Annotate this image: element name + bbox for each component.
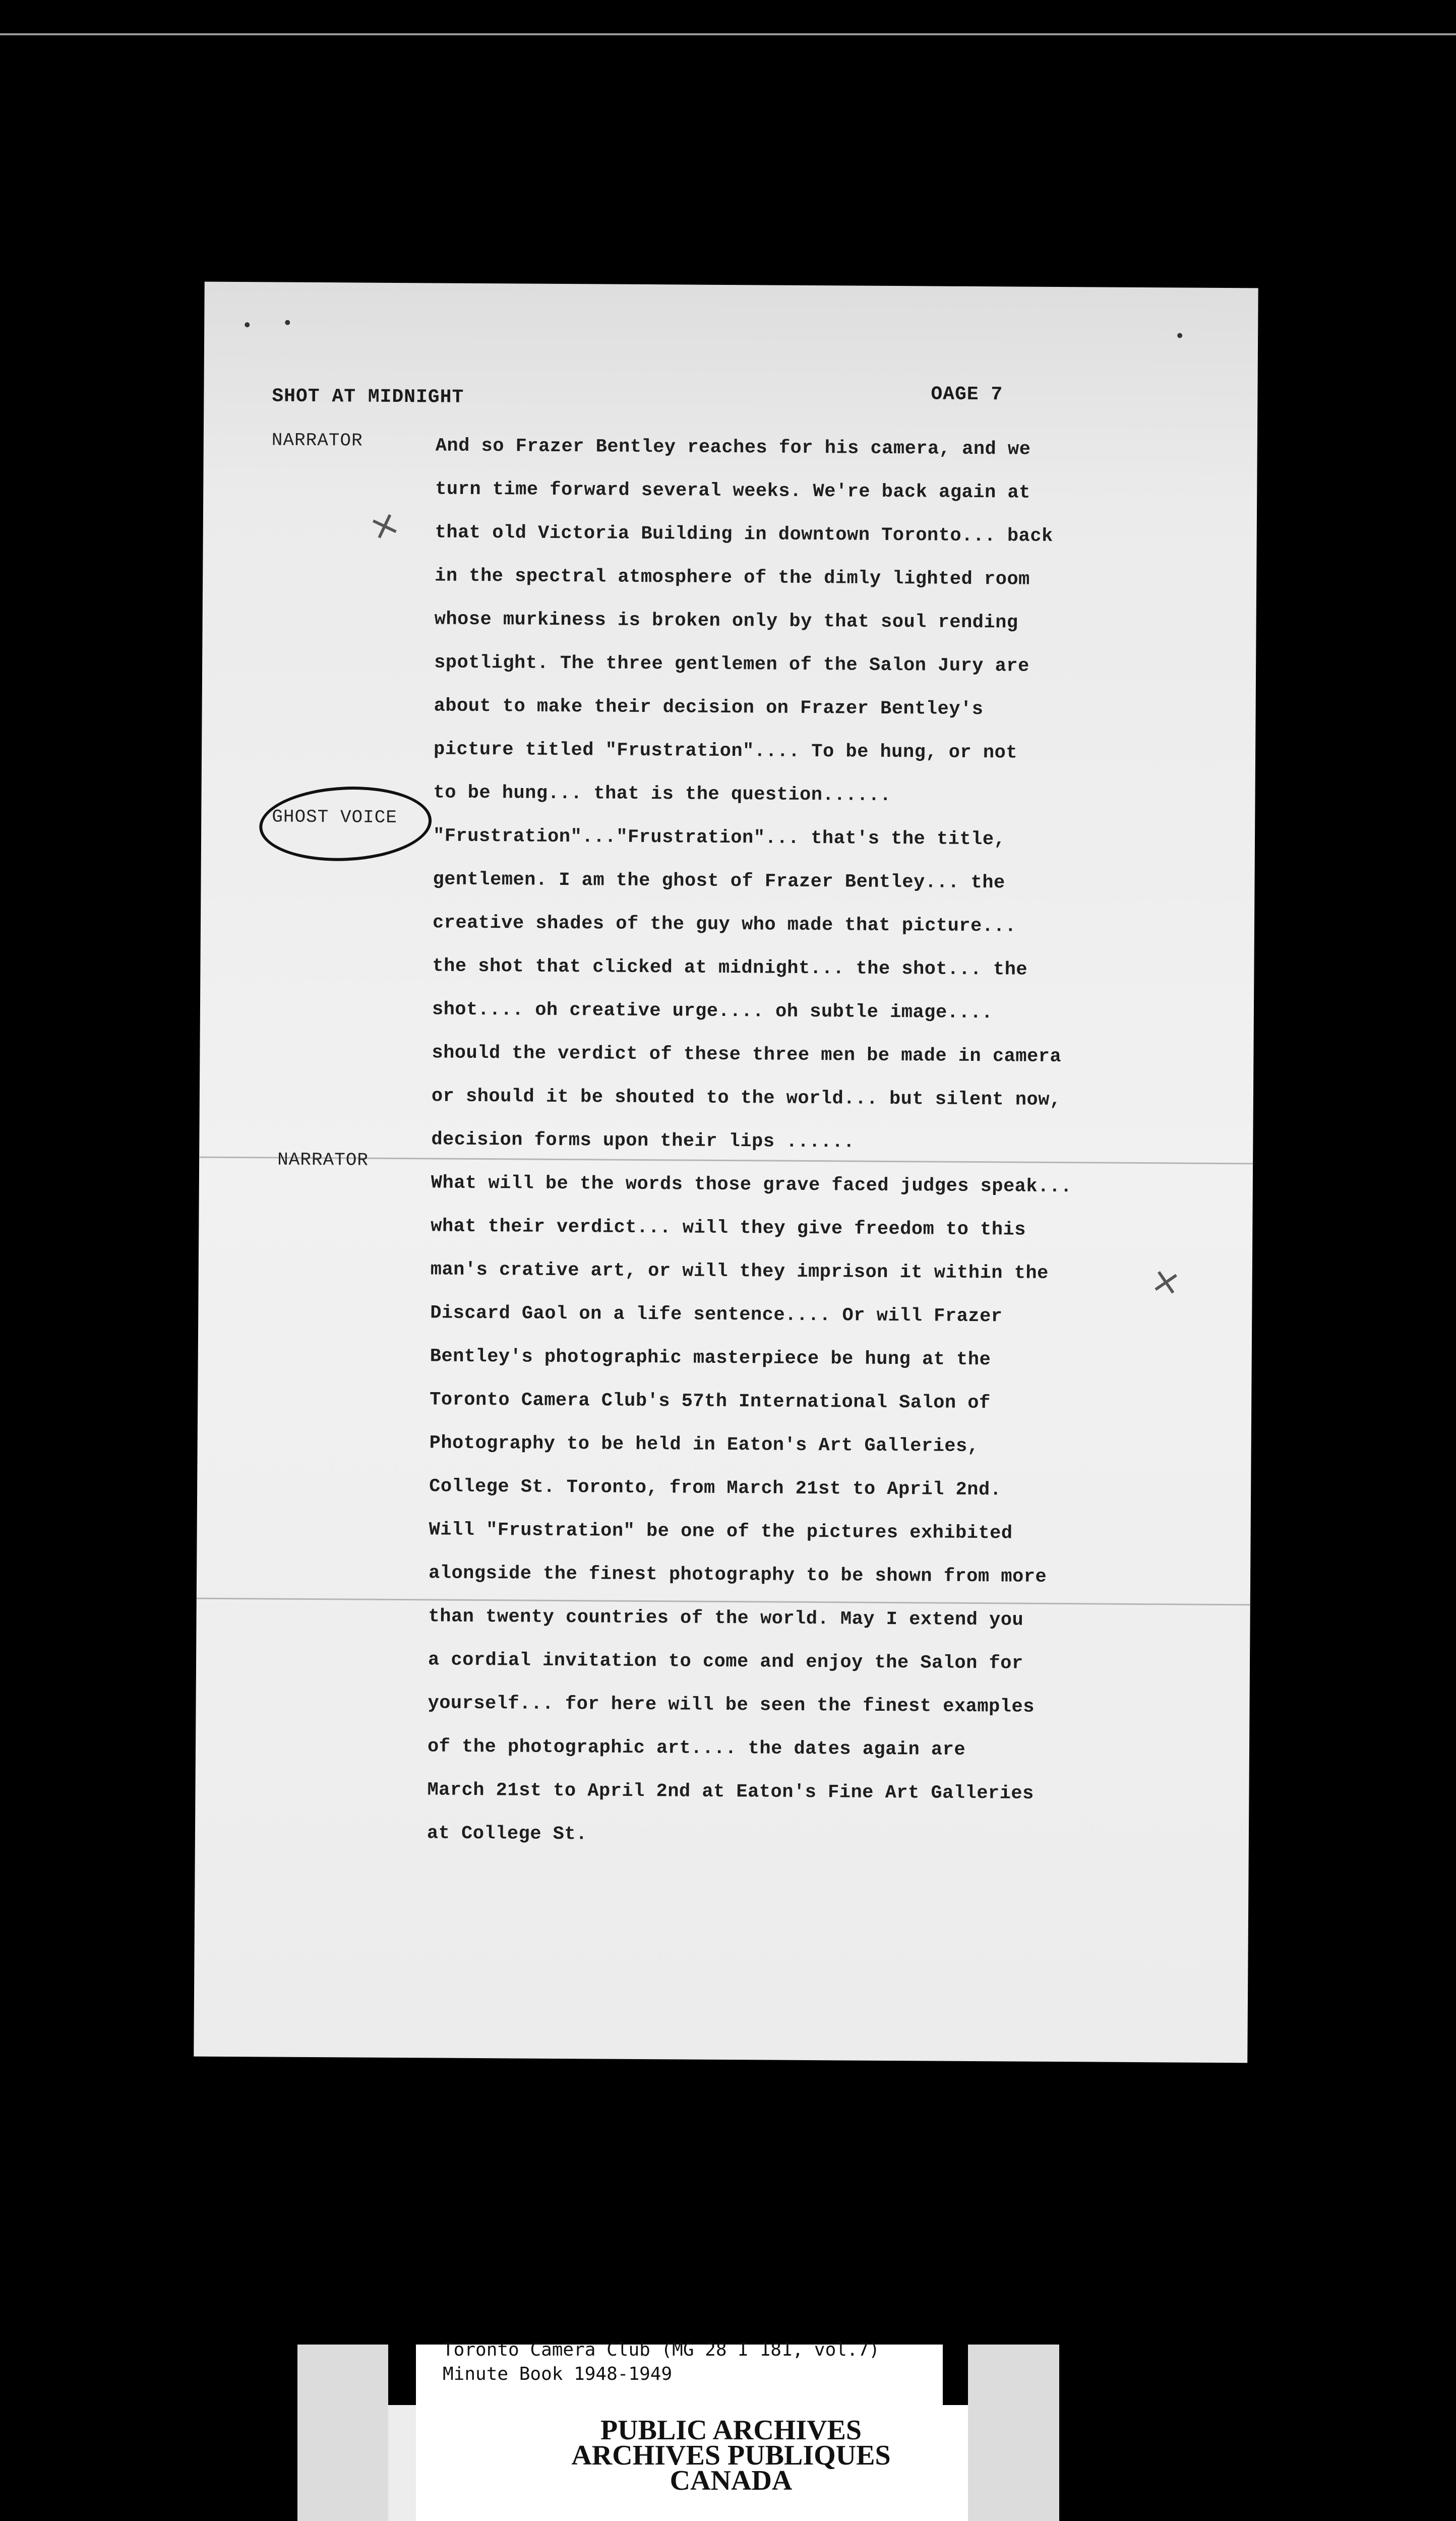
punch-mark	[1177, 333, 1182, 338]
script-line: a cordial invitation to come and enjoy the Salon for	[428, 1649, 1023, 1674]
script-line: yourself... for here will be seen the finest examples	[428, 1693, 1035, 1718]
script-line: in the spectral atmosphere of the dimly lighted room	[435, 565, 1030, 590]
speaker-ghost-voice: GHOST VOICE	[272, 806, 398, 828]
script-line: picture titled "Frustration".... To be hung, or not	[433, 739, 1018, 764]
script-line: Discard Gaol on a life sentence.... Or will Frazer	[430, 1302, 1003, 1328]
script-line: What will be the words those grave faced judges speak...	[431, 1172, 1072, 1198]
label-notch	[388, 2345, 416, 2405]
script-line: to be hung... that is the question......	[433, 782, 891, 806]
script-line: the shot that clicked at midnight... the shot... the	[432, 955, 1028, 981]
script-line: or should it be shouted to the world... but silent now,	[431, 1086, 1061, 1111]
script-line: Toronto Camera Club's 57th International Salon of	[430, 1389, 991, 1414]
speaker-narrator: NARRATOR	[271, 430, 363, 451]
script-line: Bentley's photographic masterpiece be hung at the	[430, 1346, 991, 1371]
script-line: Will "Frustration" be one of the pictures exhibited	[429, 1519, 1013, 1544]
label-notch	[943, 2345, 968, 2405]
script-line: spotlight. The three gentlemen of the Salon Jury are	[434, 652, 1029, 677]
pencil-x-mark: ×	[1147, 1258, 1185, 1304]
script-line: at College St.	[427, 1823, 587, 1845]
script-line: decision forms upon their lips ......	[431, 1129, 855, 1153]
archive-reference: Minute Book 1948-1949	[443, 2364, 673, 2384]
label-tab	[297, 2345, 388, 2521]
archive-reference: Toronto Camera Club (MG 28 I 181, vol.7)	[443, 2339, 880, 2360]
script-body	[427, 424, 1222, 1859]
archive-name: PUBLIC ARCHIVES	[600, 2415, 862, 2446]
pencil-x-mark: ×	[363, 501, 405, 550]
script-line: turn time forward several weeks. We're back again at	[435, 478, 1030, 504]
archive-name: CANADA	[670, 2465, 793, 2496]
script-line: man's crative art, or will they imprison it within the	[430, 1259, 1049, 1284]
script-line: "Frustration"..."Frustration"... that's the title,	[433, 825, 1006, 851]
script-line: shot.... oh creative urge.... oh subtle image....	[432, 999, 993, 1024]
archive-name: ARCHIVES PUBLIQUES	[571, 2440, 891, 2471]
page-number: OAGE 7	[931, 383, 1003, 406]
script-line: whose murkiness is broken only by that soul rending	[434, 609, 1018, 634]
script-line: than twenty countries of the world. May I extend you	[428, 1606, 1024, 1631]
speaker-narrator: NARRATOR	[277, 1149, 369, 1171]
label-tab	[968, 2345, 1059, 2521]
script-line: of the photographic art.... the dates again are	[427, 1736, 966, 1761]
script-title: SHOT AT MIDNIGHT	[272, 385, 464, 408]
script-line: alongside the finest photography to be shown from more	[429, 1563, 1047, 1588]
script-line: should the verdict of these three men be made in camera	[432, 1042, 1062, 1068]
script-line: that old Victoria Building in downtown Toronto... back	[435, 522, 1053, 547]
script-line: what their verdict... will they give freedom to this	[431, 1216, 1026, 1241]
script-line: Photography to be held in Eaton's Art Galleries,	[429, 1432, 979, 1458]
punch-mark	[245, 322, 250, 327]
punch-mark	[285, 320, 290, 325]
script-line: And so Frazer Bentley reaches for his camera, and we	[435, 435, 1031, 460]
script-line: creative shades of the guy who made that picture...	[432, 912, 1017, 937]
script-line: March 21st to April 2nd at Eaton's Fine Art Galleries	[427, 1779, 1034, 1805]
script-line: about to make their decision on Frazer Bentley's	[434, 695, 984, 721]
script-line: gentlemen. I am the ghost of Frazer Bentley... the	[433, 869, 1005, 894]
script-line: College St. Toronto, from March 21st to April 2nd.	[429, 1476, 1002, 1501]
typewritten-page	[194, 282, 1258, 2063]
film-top-rule	[0, 33, 1456, 35]
